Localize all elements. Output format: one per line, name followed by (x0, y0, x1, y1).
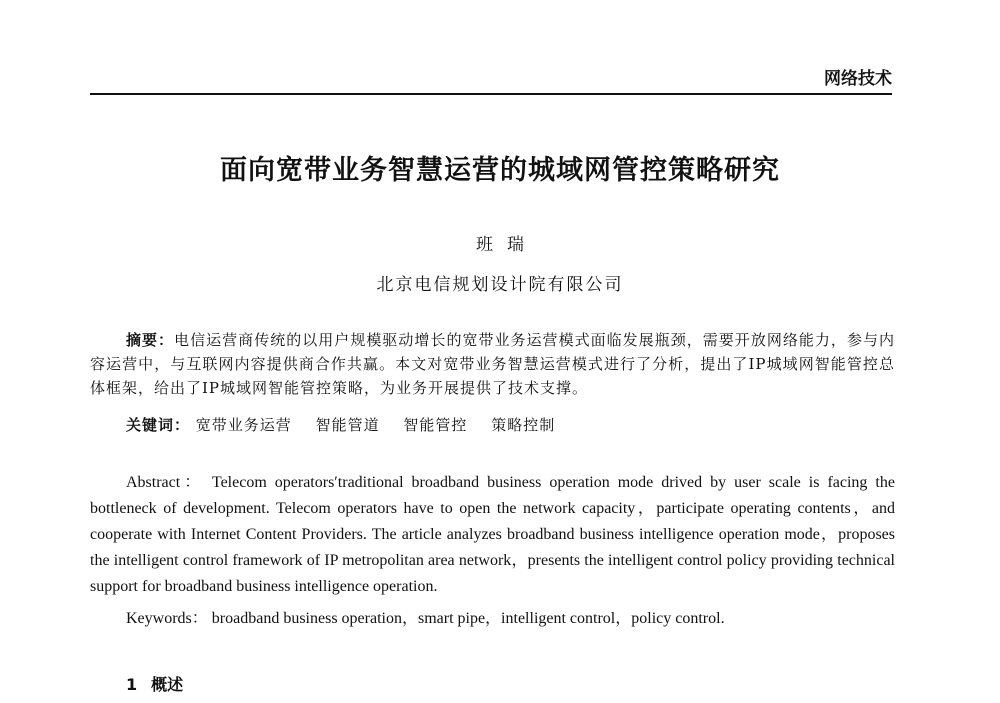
abstract-en-label: Abstract： (126, 474, 205, 491)
author-name: 班瑞 (476, 235, 538, 255)
keyword-zh: 智能管道 (315, 416, 380, 434)
keywords-en (126, 605, 725, 628)
keyword-zh: 策略控制 (491, 416, 556, 434)
abstract-en (90, 470, 895, 600)
keywords-en-label: Keywords： (126, 610, 208, 627)
section-heading (126, 672, 183, 695)
abstract-zh (90, 328, 895, 400)
keywords-en-text: broadband business operation，smart pipe，intelligent control，policy control. (211, 610, 725, 627)
author-affiliation: 北京电信规划设计院有限公司 (376, 275, 624, 295)
section-title: 概述 (151, 675, 184, 694)
journal-section-label: 网络技术 (824, 69, 892, 89)
abstract-zh-text: 电信运营商传统的以用户规模驱动增长的宽带业务运营模式面临发展瓶颈，需要开放网络能力，参与内容运营中，与互联网内容提供商合作共赢。本文对宽带业务智慧运营模式进行了分析，提出了IP城域网智能管控总体框架，给出了IP城域网智能管控策略，为业务开展提供了技术支撑。 (90, 331, 895, 397)
paper-title: 面向宽带业务智慧运营的城域网管控策略研究 (220, 155, 780, 186)
section-number: 1 (126, 675, 138, 694)
abstract-en-text: Telecom operators′traditional broadband business operation mode drived by user scale is facing the bottleneck of development. Telecom operators have to open the network capacity，participate operating contents，and cooperate with Internet Content Providers. The article analyzes broadband business intelligence operation mode，proposes the intelligent control framework of IP metropolitan area network，presents the intelligent control policy providing technical support for broadband business intelligence operation. (90, 474, 895, 595)
abstract-zh-label: 摘要： (126, 331, 175, 349)
header-rule (90, 93, 892, 95)
keyword-zh: 智能管控 (403, 416, 468, 434)
keywords-zh-label: 关键词： (126, 416, 191, 434)
keywords-zh (126, 414, 573, 435)
keyword-zh: 宽带业务运营 (195, 416, 292, 434)
